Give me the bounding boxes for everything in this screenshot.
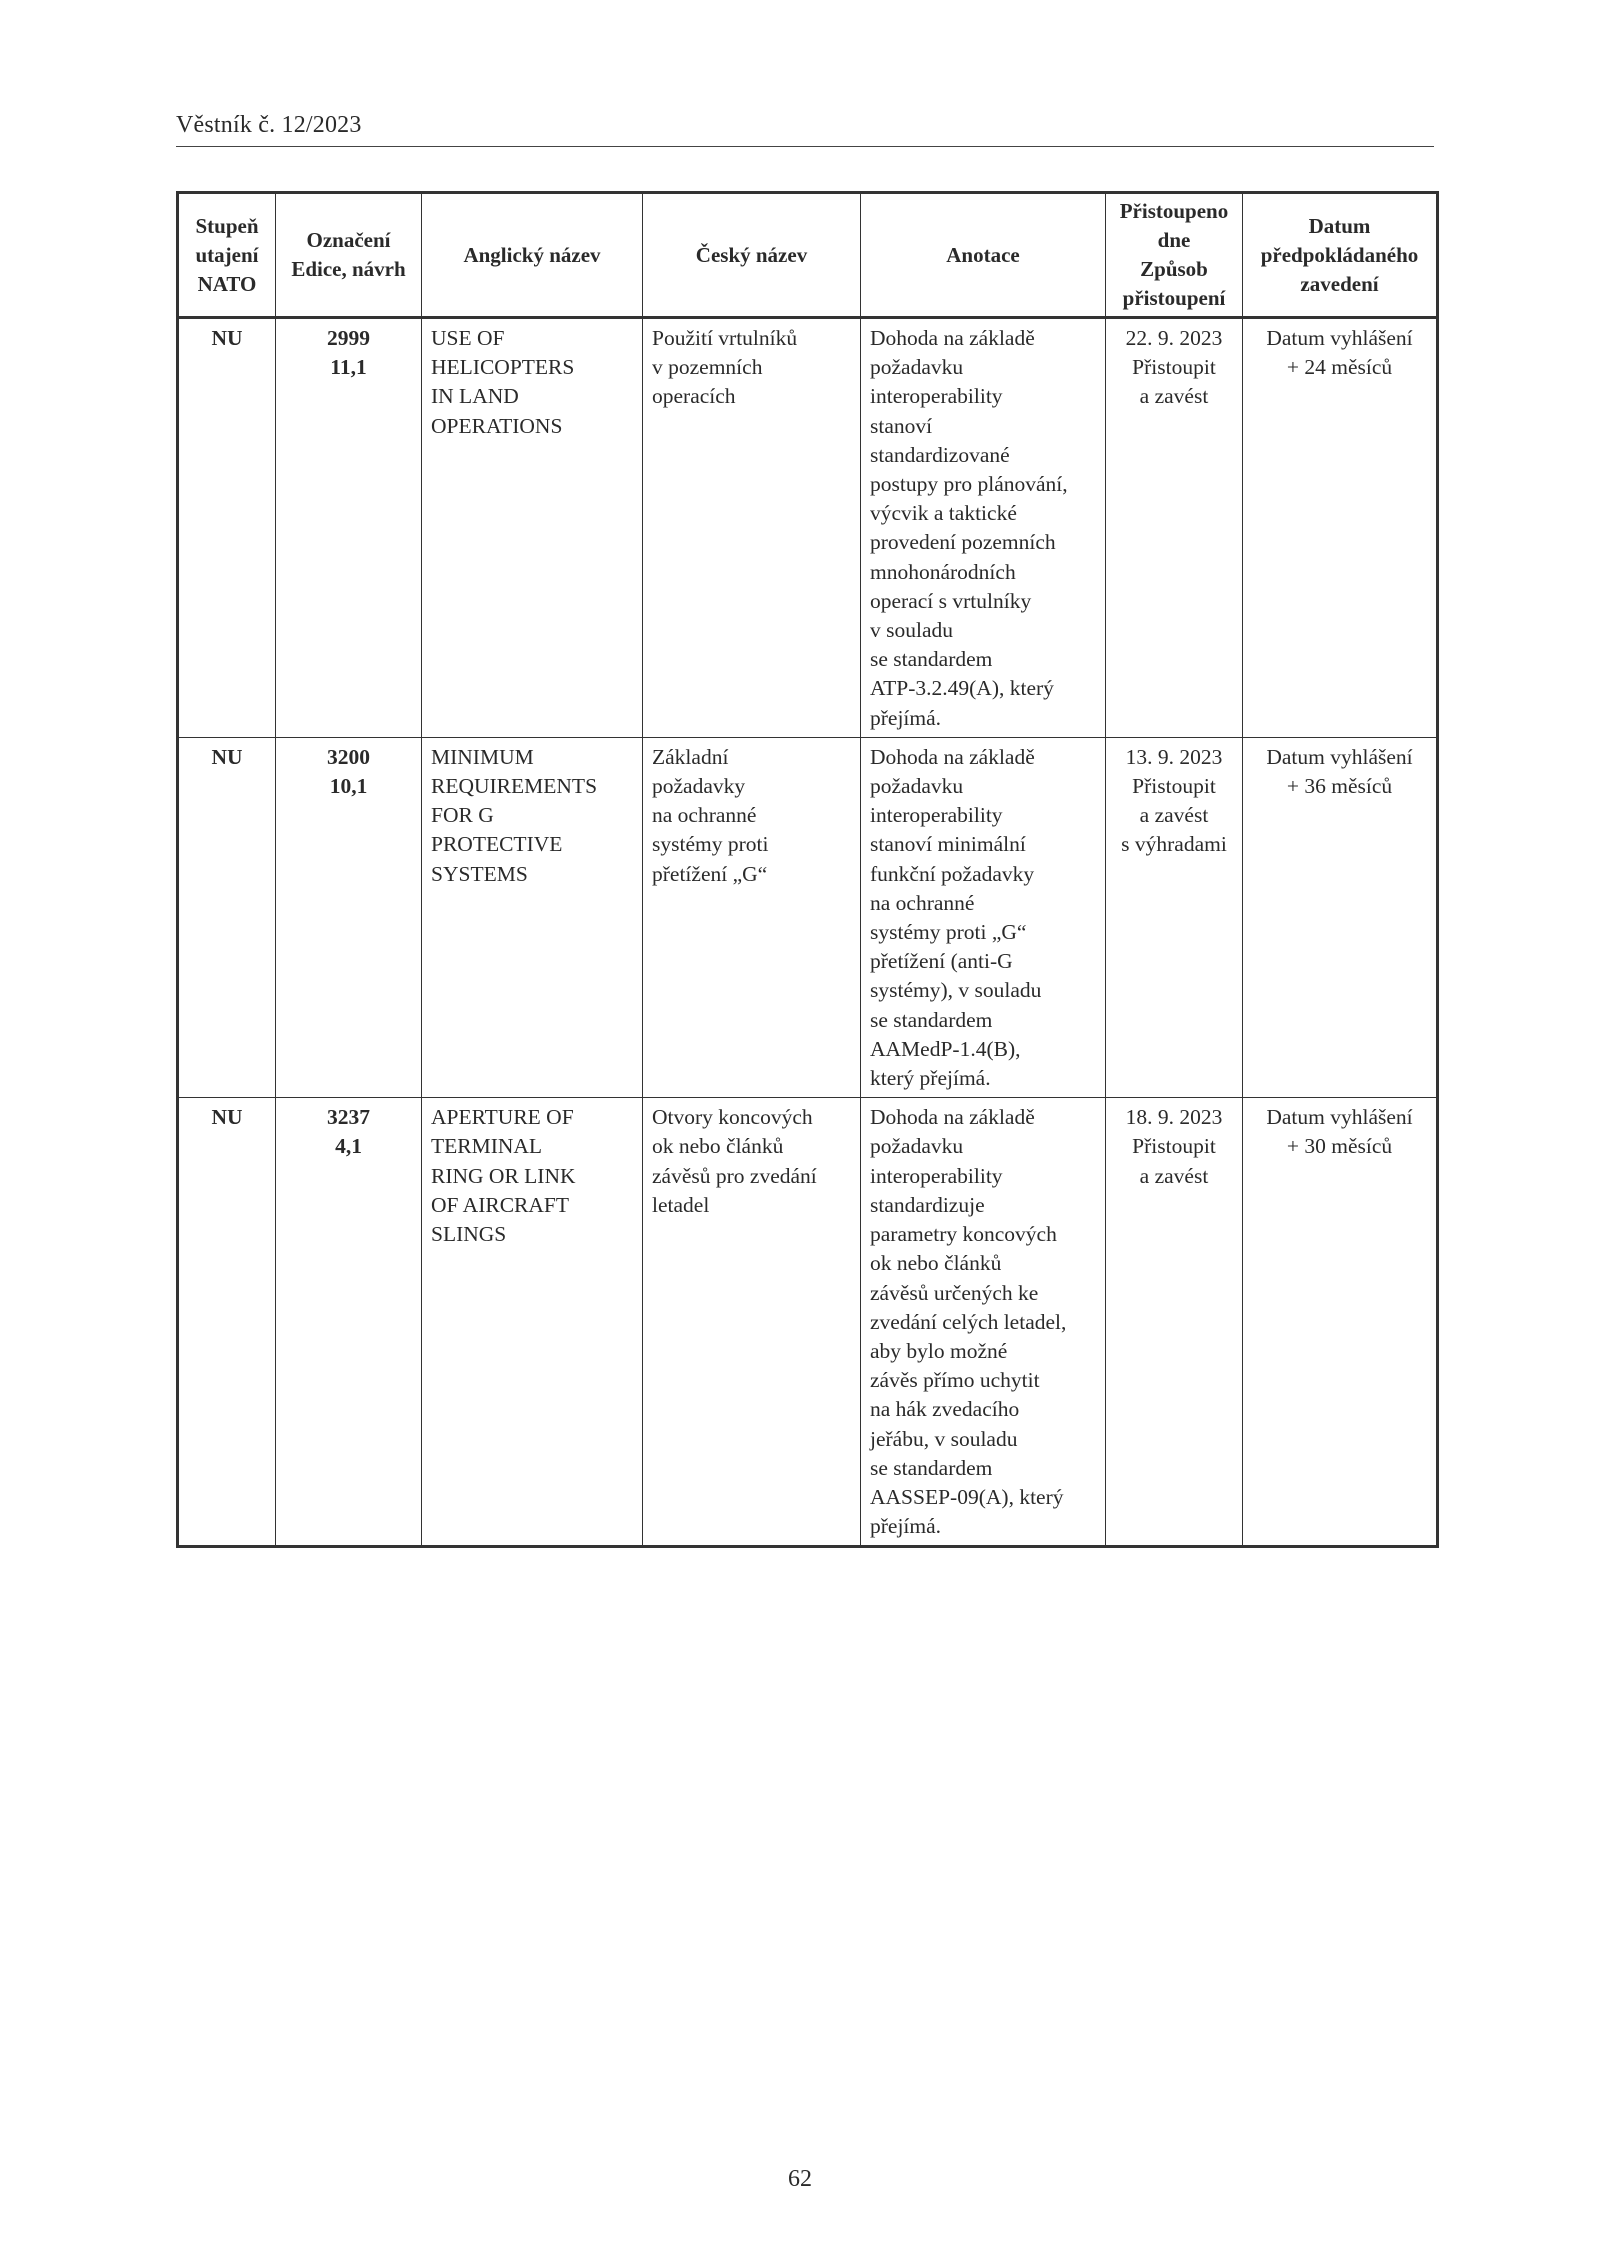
cell-implementation-date: Datum vyhlášení + 36 měsíců [1243, 737, 1438, 1097]
column-header-accession: Přistoupeno dne Způsob přistoupení [1106, 193, 1243, 318]
cell-czech-name: Základní požadavky na ochranné systémy proti přetížení „G“ [643, 737, 861, 1097]
table-row [178, 1098, 1438, 1547]
cell-designation: 3200 10,1 [276, 737, 422, 1097]
cell-designation: 2999 11,1 [276, 318, 422, 738]
cell-level: NU [178, 1098, 276, 1547]
cell-level: NU [178, 318, 276, 738]
column-header-czech-name: Český název [643, 193, 861, 318]
cell-accession: 22. 9. 2023 Přistoupit a zavést [1106, 318, 1243, 738]
cell-designation: 3237 4,1 [276, 1098, 422, 1547]
cell-level: NU [178, 737, 276, 1097]
cell-czech-name: Použití vrtulníků v pozemních operacích [643, 318, 861, 738]
cell-implementation-date: Datum vyhlášení + 30 měsíců [1243, 1098, 1438, 1547]
cell-accession: 13. 9. 2023 Přistoupit a zavést s výhradami [1106, 737, 1243, 1097]
standards-table [176, 191, 1439, 1548]
cell-annotation: Dohoda na základě požadavku interoperability stanoví minimální funkční požadavky na ochranné systémy proti „G“ přetížení (anti-G systémy), v souladu se standardem AAMedP-1.4(B), který přejímá. [861, 737, 1106, 1097]
column-header-designation: Označení Edice, návrh [276, 193, 422, 318]
column-header-implementation-date: Datum předpokládaného zavedení [1243, 193, 1438, 318]
cell-english-name: USE OF HELICOPTERS IN LAND OPERATIONS [422, 318, 643, 738]
cell-annotation: Dohoda na základě požadavku interoperability standardizuje parametry koncových ok nebo článků závěsů určených ke zvedání celých letadel, aby bylo možné závěs přímo uchytit na hák zvedacího jeřábu, v souladu se standardem AASSEP-09(A), který přejímá. [861, 1098, 1106, 1547]
column-header-annotation: Anotace [861, 193, 1106, 318]
page-header [176, 112, 1434, 147]
column-header-english-name: Anglický název [422, 193, 643, 318]
cell-implementation-date: Datum vyhlášení + 24 měsíců [1243, 318, 1438, 738]
cell-czech-name: Otvory koncových ok nebo článků závěsů pro zvedání letadel [643, 1098, 861, 1547]
column-header-level: Stupeň utajení NATO [178, 193, 276, 318]
table-row [178, 737, 1438, 1097]
cell-english-name: APERTURE OF TERMINAL RING OR LINK OF AIRCRAFT SLINGS [422, 1098, 643, 1547]
bulletin-title: Věstník č. 12/2023 [176, 112, 362, 138]
table-row [178, 318, 1438, 738]
page-number: 62 [788, 2166, 812, 2192]
cell-english-name: MINIMUM REQUIREMENTS FOR G PROTECTIVE SYSTEMS [422, 737, 643, 1097]
cell-accession: 18. 9. 2023 Přistoupit a zavést [1106, 1098, 1243, 1547]
table-header-row [178, 193, 1438, 318]
cell-annotation: Dohoda na základě požadavku interoperability stanoví standardizované postupy pro plánování, výcvik a taktické provedení pozemních mnohonárodních operací s vrtulníky v souladu se standardem ATP-3.2.49(A), který přejímá. [861, 318, 1106, 738]
